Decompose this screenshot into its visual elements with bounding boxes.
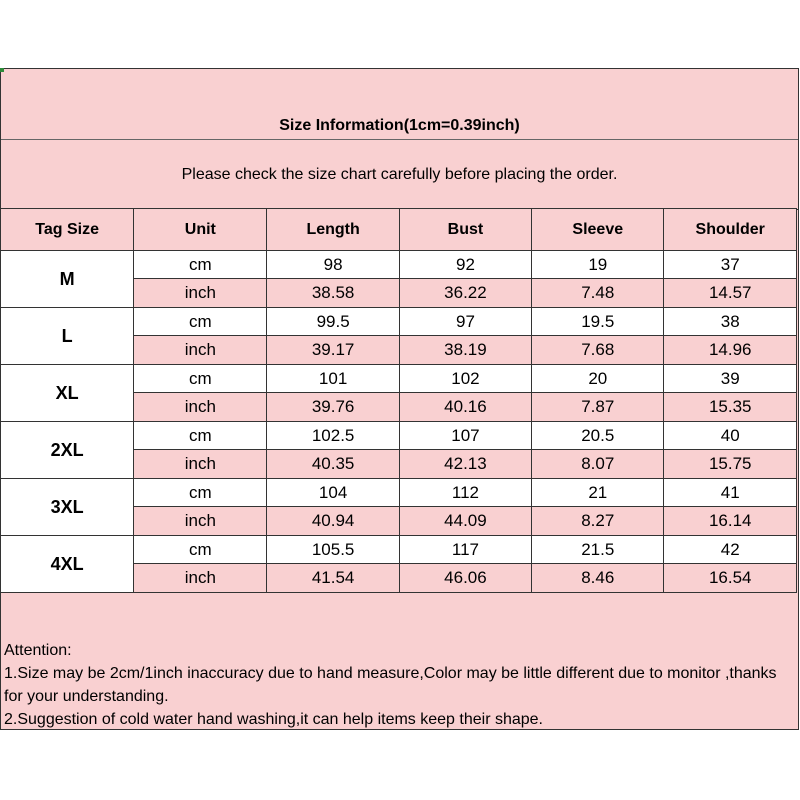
bust-cell: 92 — [399, 251, 531, 279]
corner-mark — [0, 68, 4, 72]
length-cell: 101 — [267, 365, 399, 393]
length-cell: 40.94 — [267, 507, 399, 536]
unit-cell: cm — [134, 536, 267, 564]
notes-line-1: 1.Size may be 2cm/1inch inaccuracy due to hand measure,Color may be little different due to monitor ,thanks for your understanding. — [4, 665, 777, 705]
bust-cell: 102 — [399, 365, 531, 393]
title-row — [1, 69, 798, 140]
sleeve-cell: 7.68 — [532, 336, 664, 365]
length-cell: 99.5 — [267, 308, 399, 336]
bust-cell: 112 — [399, 479, 531, 507]
header-bust: Bust — [399, 209, 531, 251]
tag-size-cell: L — [1, 308, 134, 365]
tag-size-cell: 2XL — [1, 422, 134, 479]
length-cell: 38.58 — [267, 279, 399, 308]
size-chart-subtitle: Please check the size chart carefully before placing the order. — [181, 166, 618, 183]
table-row-cm — [1, 479, 797, 507]
shoulder-cell: 14.96 — [664, 336, 797, 365]
header-shoulder: Shoulder — [664, 209, 797, 251]
bust-cell: 46.06 — [399, 564, 531, 593]
header-unit: Unit — [134, 209, 267, 251]
sleeve-cell: 20.5 — [532, 422, 664, 450]
unit-cell: cm — [134, 422, 267, 450]
bust-cell: 36.22 — [399, 279, 531, 308]
tag-size-cell: 4XL — [1, 536, 134, 593]
subtitle-row — [1, 139, 798, 210]
shoulder-cell: 37 — [664, 251, 797, 279]
shoulder-cell: 42 — [664, 536, 797, 564]
length-cell: 41.54 — [267, 564, 399, 593]
tag-size-cell: XL — [1, 365, 134, 422]
size-table — [0, 208, 797, 593]
length-cell: 104 — [267, 479, 399, 507]
table-row-cm — [1, 308, 797, 336]
tag-size-cell: M — [1, 251, 134, 308]
unit-cell: inch — [134, 393, 267, 422]
header-length: Length — [267, 209, 399, 251]
sleeve-cell: 8.27 — [532, 507, 664, 536]
header-sleeve: Sleeve — [532, 209, 664, 251]
length-cell: 105.5 — [267, 536, 399, 564]
bust-cell: 42.13 — [399, 450, 531, 479]
bust-cell: 97 — [399, 308, 531, 336]
unit-cell: inch — [134, 507, 267, 536]
bust-cell: 117 — [399, 536, 531, 564]
table-row-cm — [1, 251, 797, 279]
shoulder-cell: 15.75 — [664, 450, 797, 479]
shoulder-cell: 16.14 — [664, 507, 797, 536]
unit-cell: inch — [134, 450, 267, 479]
sleeve-cell: 19.5 — [532, 308, 664, 336]
length-cell: 39.17 — [267, 336, 399, 365]
length-cell: 102.5 — [267, 422, 399, 450]
sleeve-cell: 21.5 — [532, 536, 664, 564]
sleeve-cell: 7.48 — [532, 279, 664, 308]
unit-cell: cm — [134, 251, 267, 279]
header-tag-size: Tag Size — [1, 209, 134, 251]
notes-heading: Attention: — [4, 642, 72, 659]
unit-cell: cm — [134, 365, 267, 393]
tag-size-cell: 3XL — [1, 479, 134, 536]
unit-cell: inch — [134, 279, 267, 308]
table-header-row — [1, 209, 797, 251]
length-cell: 39.76 — [267, 393, 399, 422]
table-row-cm — [1, 365, 797, 393]
bust-cell: 40.16 — [399, 393, 531, 422]
table-row-cm — [1, 536, 797, 564]
shoulder-cell: 39 — [664, 365, 797, 393]
sleeve-cell: 21 — [532, 479, 664, 507]
shoulder-cell: 38 — [664, 308, 797, 336]
shoulder-cell: 14.57 — [664, 279, 797, 308]
sleeve-cell: 8.46 — [532, 564, 664, 593]
shoulder-cell: 41 — [664, 479, 797, 507]
sleeve-cell: 20 — [532, 365, 664, 393]
notes-line-2: 2.Suggestion of cold water hand washing,it can help items keep their shape. — [4, 711, 543, 728]
unit-cell: cm — [134, 308, 267, 336]
table-row-cm — [1, 422, 797, 450]
size-chart-title: Size Information(1cm=0.39inch) — [279, 117, 520, 134]
bust-cell: 44.09 — [399, 507, 531, 536]
unit-cell: inch — [134, 336, 267, 365]
unit-cell: inch — [134, 564, 267, 593]
bust-cell: 38.19 — [399, 336, 531, 365]
unit-cell: cm — [134, 479, 267, 507]
sleeve-cell: 19 — [532, 251, 664, 279]
attention-notes — [4, 639, 794, 731]
length-cell: 98 — [267, 251, 399, 279]
sleeve-cell: 7.87 — [532, 393, 664, 422]
size-chart-sheet — [0, 68, 799, 730]
length-cell: 40.35 — [267, 450, 399, 479]
shoulder-cell: 40 — [664, 422, 797, 450]
shoulder-cell: 16.54 — [664, 564, 797, 593]
shoulder-cell: 15.35 — [664, 393, 797, 422]
bust-cell: 107 — [399, 422, 531, 450]
sleeve-cell: 8.07 — [532, 450, 664, 479]
